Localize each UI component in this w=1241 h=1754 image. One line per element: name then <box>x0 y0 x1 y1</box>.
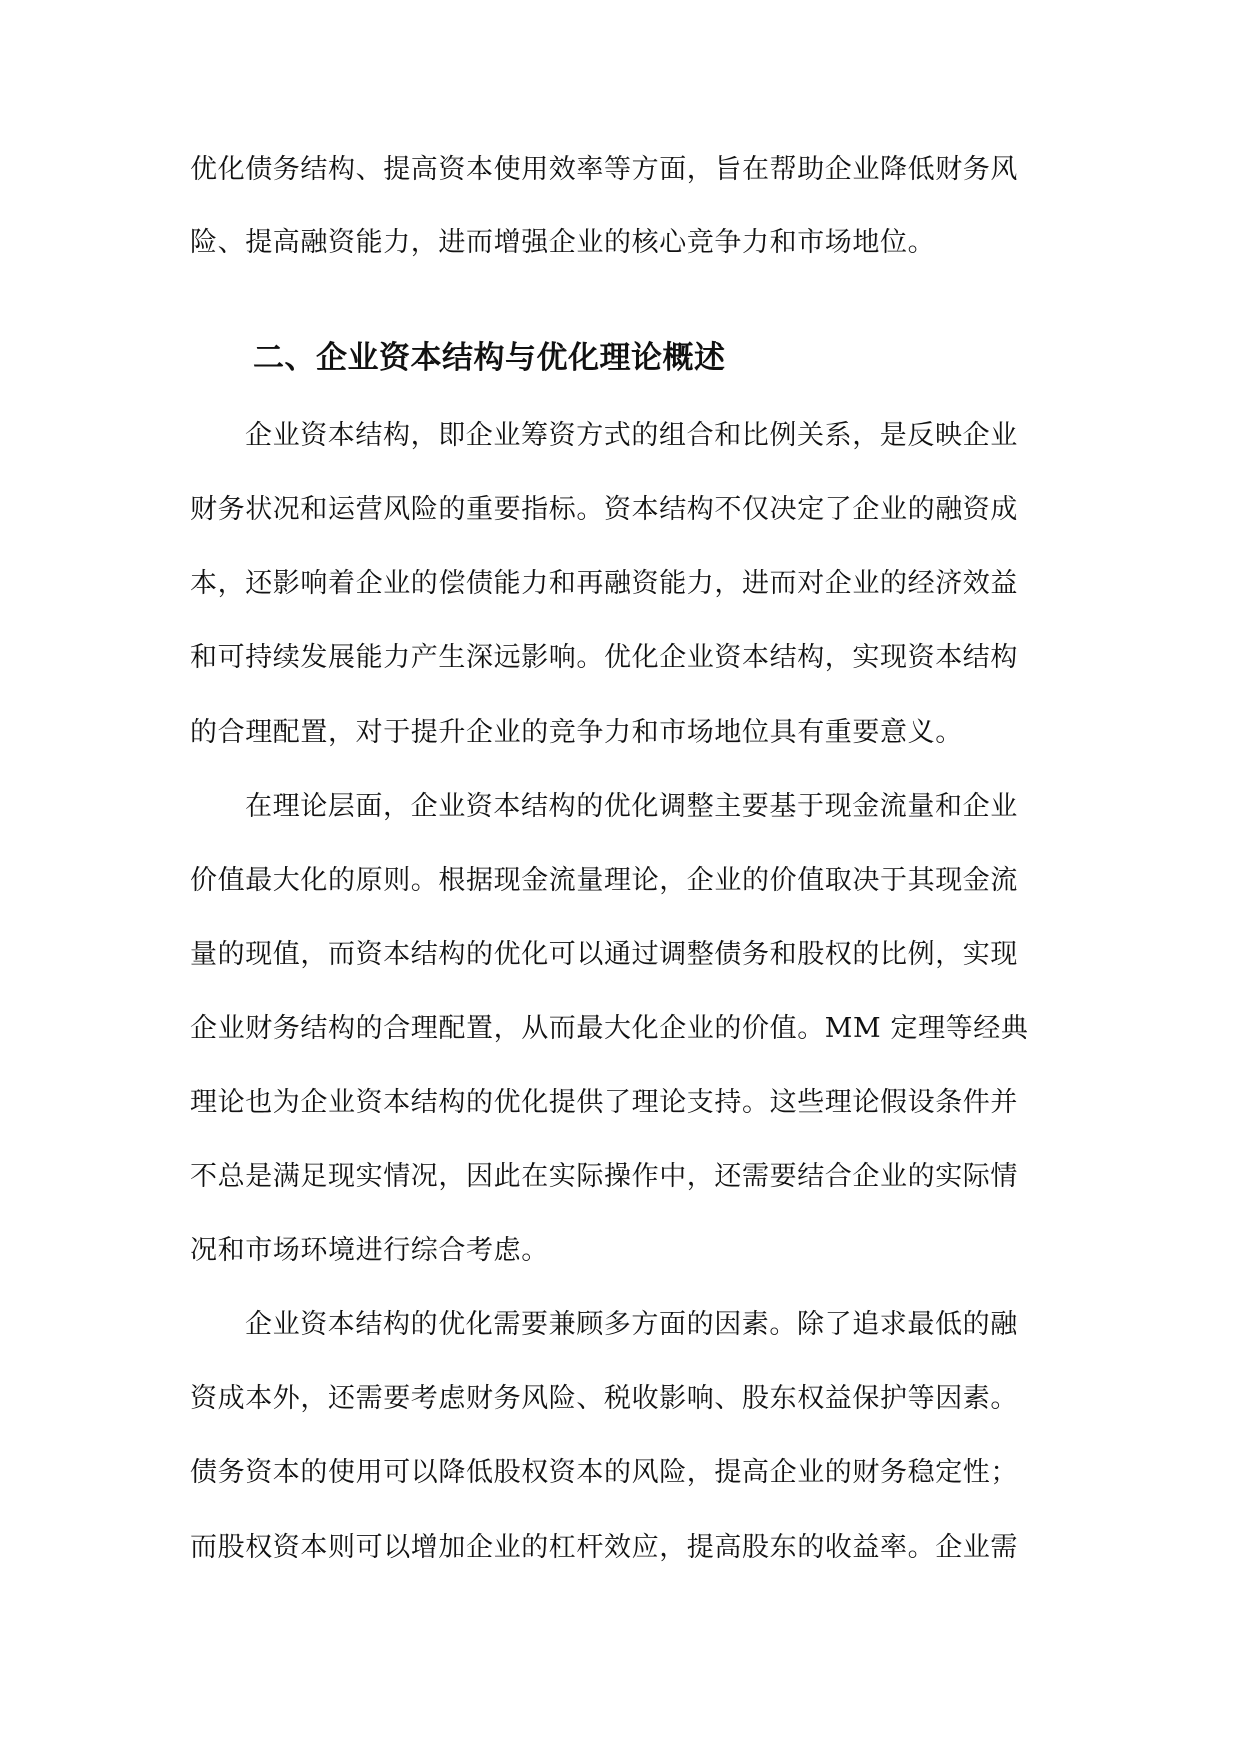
body-text-line: 财务状况和运营风险的重要指标。资本结构不仅决定了企业的融资成 <box>190 494 1018 525</box>
body-text-line: 况和市场环境进行综合考虑。 <box>190 1235 549 1266</box>
body-text-line: 险、提高融资能力，进而增强企业的核心竞争力和市场地位。 <box>190 227 936 258</box>
body-text-line: 债务资本的使用可以降低股权资本的风险，提高企业的财务稳定性； <box>190 1457 1018 1488</box>
section-heading: 二、企业资本结构与优化理论概述 <box>253 340 726 376</box>
paragraph-first-line: 在理论层面，企业资本结构的优化调整主要基于现金流量和企业 <box>245 791 1018 822</box>
body-text-line: 不总是满足现实情况，因此在实际操作中，还需要结合企业的实际情 <box>190 1161 1018 1192</box>
body-text-line: 资成本外，还需要考虑财务风险、税收影响、股东权益保护等因素。 <box>190 1383 1018 1414</box>
body-text-line: 优化债务结构、提高资本使用效率等方面，旨在帮助企业降低财务风 <box>190 154 1018 185</box>
paragraph-first-line: 企业资本结构的优化需要兼顾多方面的因素。除了追求最低的融 <box>245 1309 1018 1340</box>
body-text-line: 理论也为企业资本结构的优化提供了理论支持。这些理论假设条件并 <box>190 1087 1018 1118</box>
body-text-line: 的合理配置，对于提升企业的竞争力和市场地位具有重要意义。 <box>190 717 963 748</box>
body-text-line: 和可持续发展能力产生深远影响。优化企业资本结构，实现资本结构 <box>190 642 1018 673</box>
body-text-line: 本，还影响着企业的偿债能力和再融资能力，进而对企业的经济效益 <box>190 568 1018 599</box>
paragraph-first-line: 企业资本结构，即企业筹资方式的组合和比例关系，是反映企业 <box>245 420 1018 451</box>
body-text-line: 企业财务结构的合理配置，从而最大化企业的价值。MM 定理等经典 <box>190 1013 1029 1044</box>
body-text-line: 价值最大化的原则。根据现金流量理论，企业的价值取决于其现金流 <box>190 865 1018 896</box>
body-text-line: 量的现值，而资本结构的优化可以通过调整债务和股权的比例，实现 <box>190 939 1018 970</box>
body-text-line: 而股权资本则可以增加企业的杠杆效应，提高股东的收益率。企业需 <box>190 1532 1018 1563</box>
